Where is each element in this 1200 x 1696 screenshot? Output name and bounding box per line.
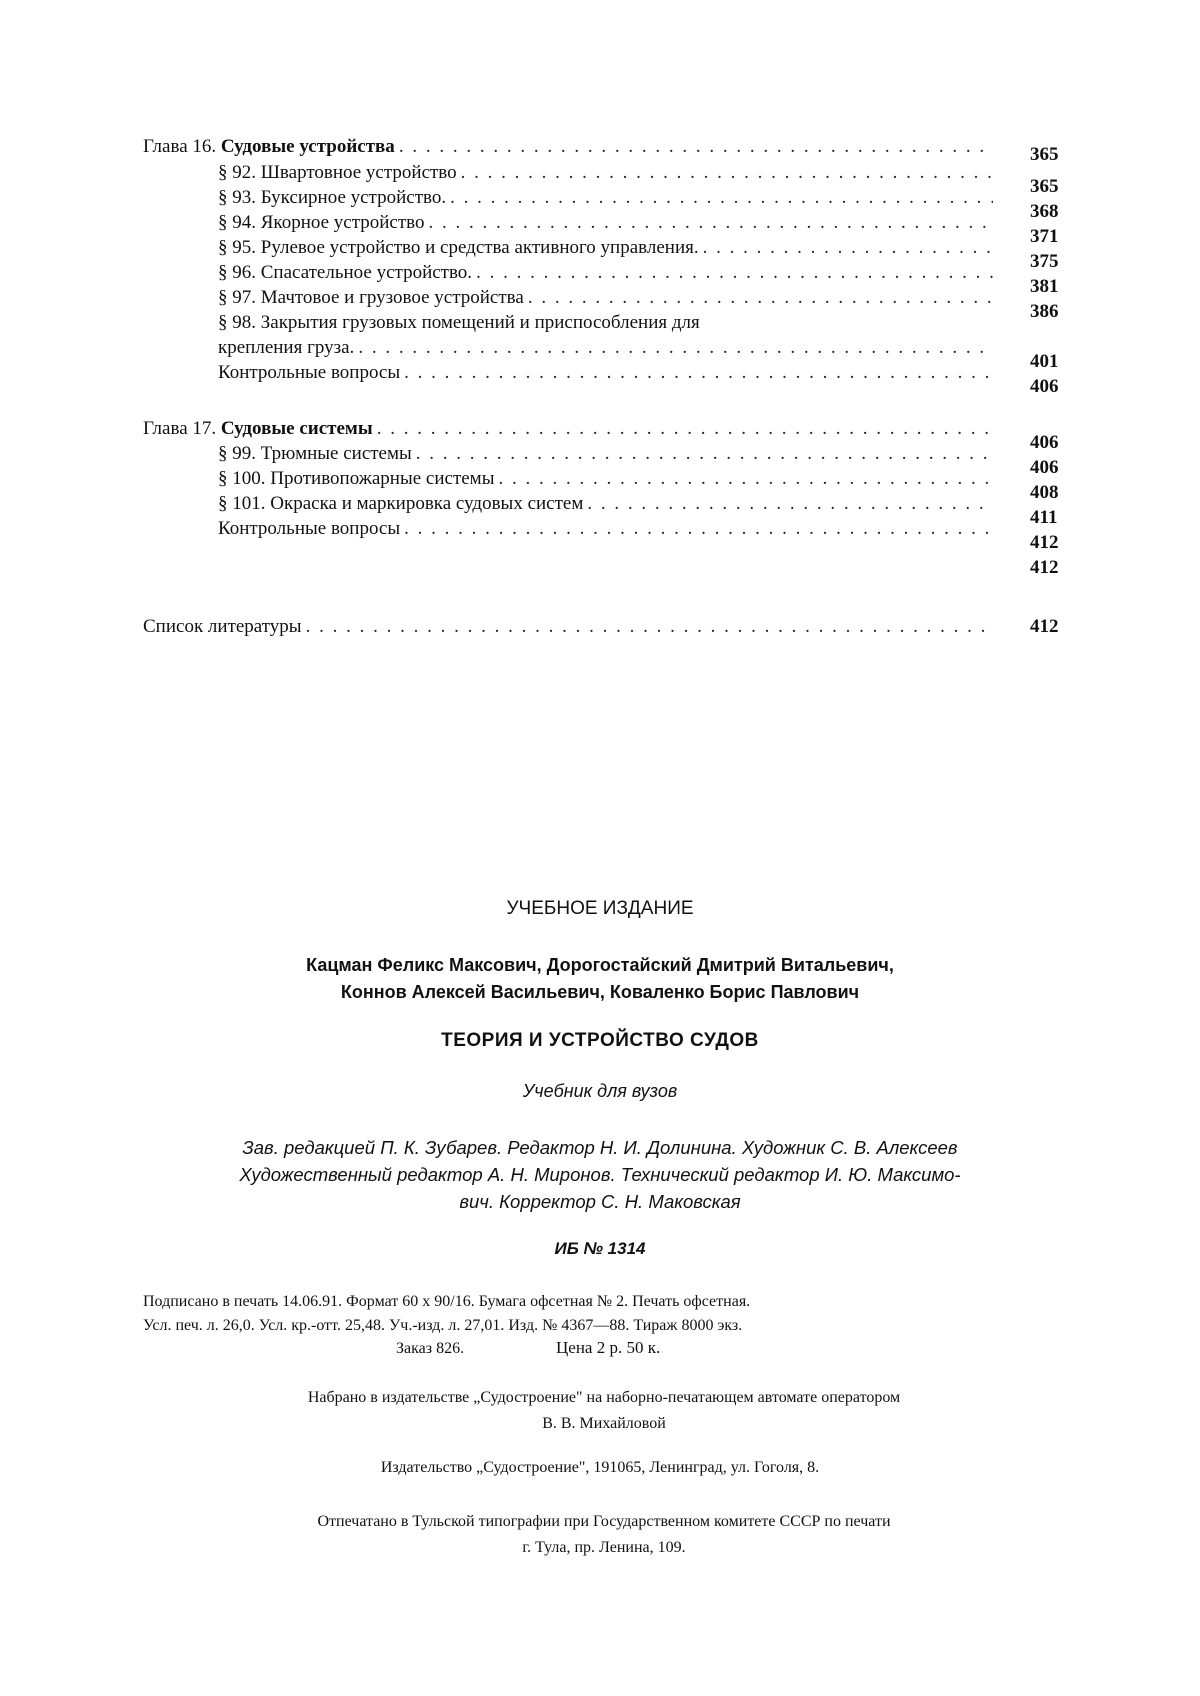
- toc-page-number: 408: [1030, 482, 1078, 504]
- toc-page-number: 386: [1030, 301, 1078, 323]
- editorial-staff: Зав. редакцией П. К. Зубарев. Редактор Н. И. Долинина. Художник С. В. Алексеев Художественный редактор А. Н. Миронов. Технический редактор И. Ю. Максимо- вич. Корректор С. Н. Маковская: [0, 1134, 1200, 1215]
- printing-house: Отпечатано в Тульской типографии при Государственном комитете СССР по печати г. Тула, пр. Ленина, 109.: [143, 1509, 1065, 1561]
- toc-item: § 97. Мачтовое и грузовое устройства . . . . . . . . . . . . . . . . . . . . . . . . . . . . . . . . . . .: [218, 287, 993, 309]
- toc-page-number: 412: [1030, 557, 1078, 579]
- book-subtitle: Учебник для вузов: [0, 1081, 1200, 1102]
- toc-item-98-line1: § 98. Закрытия грузовых помещений и приспособления для: [218, 312, 700, 334]
- edition-type: УЧЕБНОЕ ИЗДАНИЕ: [0, 898, 1200, 920]
- ib-number: ИБ № 1314: [0, 1239, 1200, 1259]
- toc-item: § 94. Якорное устройство . . . . . . . . . . . . . . . . . . . . . . . . . . . . . . . . . . . . . . . . . .: [218, 212, 993, 234]
- toc-page-number: 406: [1030, 432, 1078, 454]
- toc-item: крепления груза. . . . . . . . . . . . . . . . . . . . . . . . . . . . . . . . . . . . . . . . . . . . . . . .: [218, 337, 993, 359]
- leader-dots: . . . . . . . . . . . . . . . . . . . . . . . . . . . . . . . . . . . . . . . . . . . .: [399, 136, 993, 158]
- toc-item: § 101. Окраска и маркировка судовых систем . . . . . . . . . . . . . . . . . . . . . . . . . . . . . .: [218, 493, 993, 515]
- toc-item-questions: Контрольные вопросы . . . . . . . . . . . . . . . . . . . . . . . . . . . . . . . . . . . . . . . . . . . .: [218, 518, 993, 540]
- toc-page-number: 365: [1030, 176, 1078, 198]
- toc-item-questions: Контрольные вопросы . . . . . . . . . . . . . . . . . . . . . . . . . . . . . . . . . . . . . . . . . . . .: [218, 362, 993, 384]
- chapter-prefix: Глава 16.: [143, 136, 216, 157]
- toc-page-number: 406: [1030, 457, 1078, 479]
- toc-item: § 100. Противопожарные системы . . . . . . . . . . . . . . . . . . . . . . . . . . . . . . . . . . . . .: [218, 468, 993, 490]
- authors: Кацман Феликс Максович, Дорогостайский Дмитрий Витальевич, Коннов Алексей Васильевич, Коваленко Борис Павлович: [0, 952, 1200, 1006]
- toc-page-number: 368: [1030, 201, 1078, 223]
- order-number: Заказ 826.: [396, 1340, 464, 1358]
- toc-page-number: 412: [1030, 532, 1078, 554]
- toc-page-number: 412: [1030, 616, 1078, 638]
- toc-item: § 93. Буксирное устройство. . . . . . . . . . . . . . . . . . . . . . . . . . . . . . . . . . . . . . . . .: [218, 187, 993, 209]
- chapter-title: Судовые устройства: [221, 136, 395, 157]
- publisher-address: Издательство „Судостроение", 191065, Ленинград, ул. Гоголя, 8.: [0, 1459, 1200, 1477]
- toc-page-number: 401: [1030, 351, 1078, 373]
- toc-item: § 99. Трюмные системы . . . . . . . . . . . . . . . . . . . . . . . . . . . . . . . . . . . . . . . . . . .: [218, 443, 993, 465]
- toc-chapter-17: Глава 17. Судовые системы . . . . . . . . . . . . . . . . . . . . . . . . . . . . . . . . . . . . . . . . . . . . . .: [143, 418, 993, 440]
- print-details: Подписано в печать 14.06.91. Формат 60 х 90/16. Бумага офсетная № 2. Печать офсетная. Усл. печ. л. 26,0. Усл. кр.-отт. 25,48. Уч.-изд. л. 27,01. Изд. № 4367—88. Тираж 8000 экз.: [143, 1290, 1065, 1338]
- toc-item: § 96. Спасательное устройство. . . . . . . . . . . . . . . . . . . . . . . . . . . . . . . . . . . . . . .: [218, 262, 993, 284]
- toc-page-number: 371: [1030, 226, 1078, 248]
- toc-page-number: 406: [1030, 376, 1078, 398]
- toc-item: § 92. Швартовное устройство . . . . . . . . . . . . . . . . . . . . . . . . . . . . . . . . . . . . . . .: [218, 162, 993, 184]
- toc-page-number: 375: [1030, 251, 1078, 273]
- chapter-prefix: Глава 17.: [143, 418, 216, 439]
- book-title: ТЕОРИЯ И УСТРОЙСТВО СУДОВ: [0, 1030, 1200, 1052]
- toc-chapter-16: [143, 136, 993, 158]
- toc-page-number: 381: [1030, 276, 1078, 298]
- chapter-title: Судовые системы: [221, 418, 373, 439]
- toc-literature: Список литературы . . . . . . . . . . . . . . . . . . . . . . . . . . . . . . . . . . . . . . . . . . . . . . . . . . .: [143, 616, 993, 638]
- typeset-info: Набрано в издательстве „Судостроение" на наборно-печатающем автомате оператором В. В. Михайловой: [143, 1385, 1065, 1437]
- price: Цена 2 р. 50 к.: [556, 1338, 660, 1358]
- toc-page-number: 411: [1030, 507, 1078, 529]
- toc-item: § 95. Рулевое устройство и средства активного управления. . . . . . . . . . . . . . . . . . . . . . .: [218, 237, 993, 259]
- toc-page-number: 365: [1030, 144, 1078, 166]
